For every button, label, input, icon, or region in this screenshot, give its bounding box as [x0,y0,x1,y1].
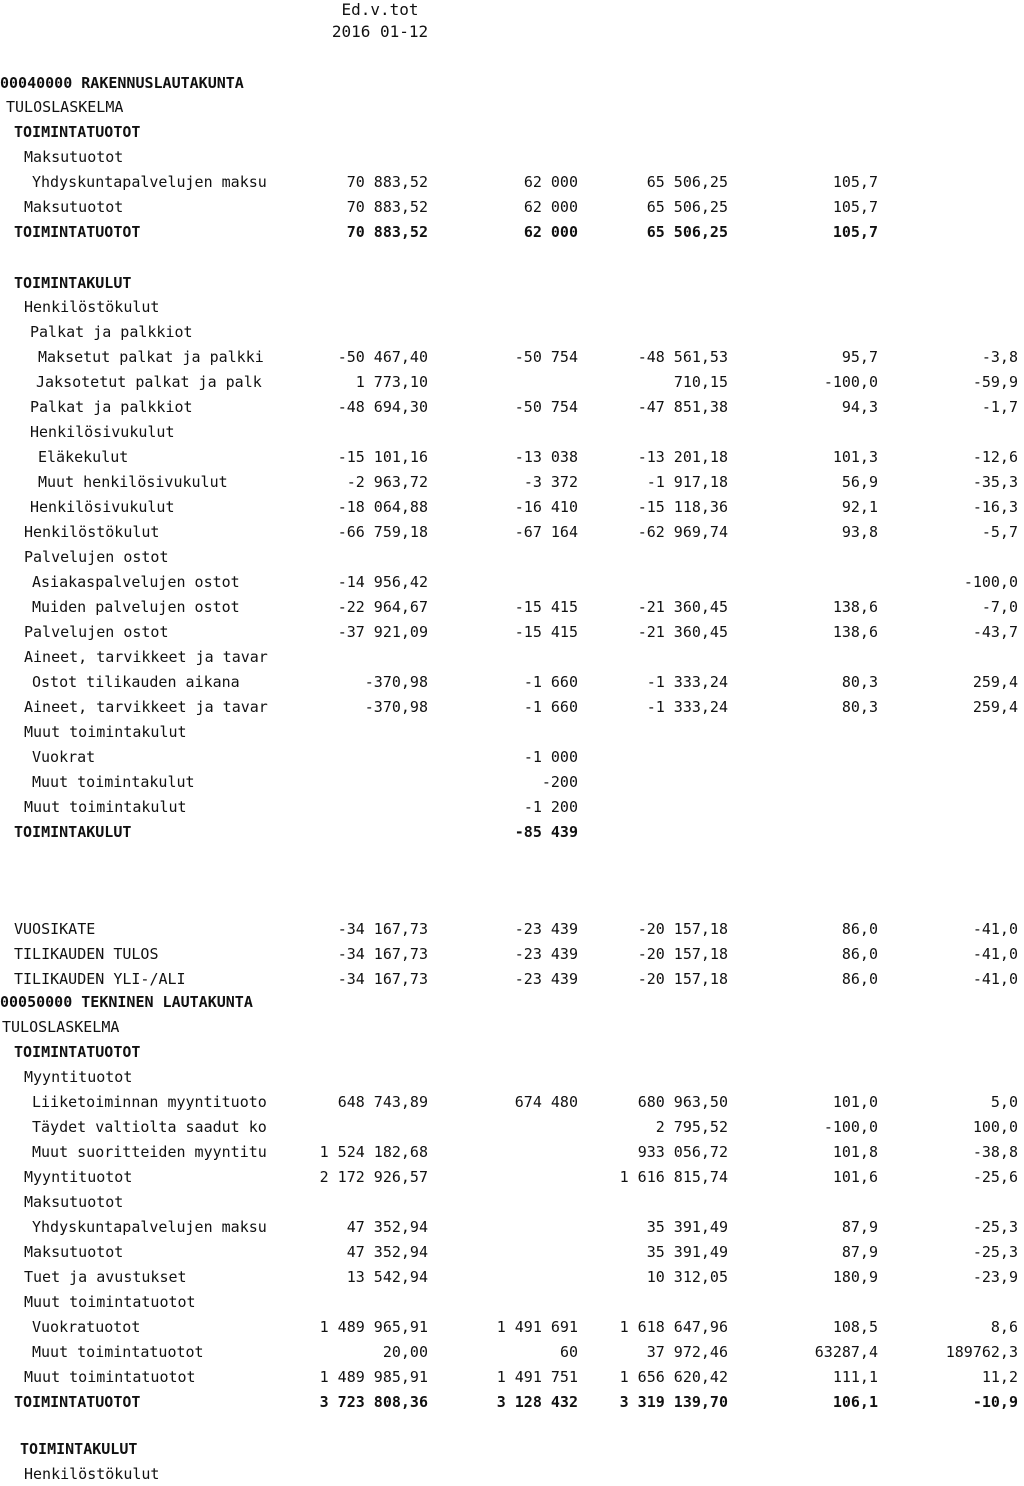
row-label: Palvelujen ostot [24,548,169,566]
value-cell: -34 167,73 [337,920,428,938]
value-cell: -50 754 [514,348,578,366]
value-cell: -48 561,53 [637,348,728,366]
value-cell: -1 660 [523,673,578,691]
table-row [0,1462,1024,1486]
value-cell: 56,9 [841,473,878,491]
value-cell: 2 795,52 [655,1118,728,1136]
table-row [0,120,1024,144]
value-cell: 3 319 139,70 [619,1393,728,1411]
value-cell: -15 118,36 [637,498,728,516]
table-row [0,1140,1024,1164]
value-cell: -13 201,18 [637,448,728,466]
row-label: Muiden palvelujen ostot [32,598,240,616]
value-cell: -1 917,18 [646,473,728,491]
table-row [0,670,1024,694]
row-label: Aineet, tarvikkeet ja tavar [24,648,268,666]
value-cell: -100,0 [963,573,1018,591]
row-label: Maksutuotot [24,198,124,216]
table-row [0,370,1024,394]
table-row [0,1165,1024,1189]
value-cell: 94,3 [841,398,878,416]
row-label: Muut toimintatuotot [32,1343,204,1361]
value-cell: 1 616 815,74 [619,1168,728,1186]
row-label: Vuokratuotot [32,1318,141,1336]
value-cell: 105,7 [832,173,878,191]
row-label: Muut toimintatuotot [24,1293,196,1311]
row-label: Myyntituotot [24,1068,133,1086]
value-cell: -23 439 [514,945,578,963]
value-cell: 180,9 [832,1268,878,1286]
value-cell: -15 101,16 [337,448,428,466]
table-row [0,320,1024,344]
value-cell: -85 439 [514,823,578,841]
value-cell: -37 921,09 [337,623,428,641]
value-cell: 101,3 [832,448,878,466]
row-label: TOIMINTAKULUT [14,823,132,841]
table-row [0,170,1024,194]
value-cell: -25,3 [972,1243,1018,1261]
table-row [0,570,1024,594]
value-cell: -1 200 [523,798,578,816]
table-row [0,420,1024,444]
value-cell: 47 352,94 [346,1218,428,1236]
value-cell: -5,7 [981,523,1018,541]
value-cell: 70 883,52 [346,173,428,191]
value-cell: 35 391,49 [646,1218,728,1236]
value-cell: 648 743,89 [337,1093,428,1111]
value-cell: 1 524 182,68 [319,1143,428,1161]
row-label: 00040000 RAKENNUSLAUTAKUNTA [0,74,244,92]
table-row [0,220,1024,244]
value-cell: -3,8 [981,348,1018,366]
header-period: 2016 01-12 [331,22,429,41]
value-cell: -59,9 [972,373,1018,391]
value-cell: 138,6 [832,623,878,641]
row-label: Henkilöstökulut [24,523,160,541]
value-cell: 105,7 [832,198,878,216]
header-edvtot: Ed.v.tot [341,0,419,19]
value-cell: 80,3 [841,698,878,716]
value-cell: -1,7 [981,398,1018,416]
row-label: Liiketoiminnan myyntituoto [32,1093,267,1111]
row-label: Aineet, tarvikkeet ja tavar [24,698,268,716]
row-label: Yhdyskuntapalvelujen maksu [32,173,267,191]
value-cell: 60 [559,1343,578,1361]
value-cell: 37 972,46 [646,1343,728,1361]
value-cell: -20 157,18 [637,945,728,963]
value-cell: -48 694,30 [337,398,428,416]
value-cell: 93,8 [841,523,878,541]
table-row [0,1065,1024,1089]
row-label: Palvelujen ostot [24,623,169,641]
value-cell: -21 360,45 [637,598,728,616]
value-cell: 11,2 [981,1368,1018,1386]
row-label: Henkilöstökulut [24,298,160,316]
row-label: TOIMINTATUOTOT [14,123,141,141]
value-cell: -50 754 [514,398,578,416]
row-label: TOIMINTAKULUT [14,274,132,292]
value-cell: 3 723 808,36 [319,1393,428,1411]
row-label: Täydet valtiolta saadut ko [32,1118,267,1136]
row-label: Henkilösivukulut [30,423,175,441]
row-label: Muut henkilösivukulut [38,473,228,491]
value-cell: 86,0 [841,945,878,963]
value-cell: 95,7 [841,348,878,366]
value-cell: 5,0 [990,1093,1018,1111]
row-label: Tuet ja avustukset [24,1268,187,1286]
value-cell: 933 056,72 [637,1143,728,1161]
table-row [0,145,1024,169]
table-row [0,271,1024,295]
table-row [0,1215,1024,1239]
value-cell: 65 506,25 [646,198,728,216]
row-label: TULOSLASKELMA [6,98,124,116]
value-cell: -21 360,45 [637,623,728,641]
table-row [0,1090,1024,1114]
value-cell: -100,0 [823,373,878,391]
table-row [0,1190,1024,1214]
value-cell: -3 372 [523,473,578,491]
table-row [0,520,1024,544]
value-cell: 86,0 [841,970,878,988]
table-row [0,71,1024,95]
value-cell: -15 415 [514,598,578,616]
row-label: Henkilösivukulut [30,498,175,516]
value-cell: -2 963,72 [346,473,428,491]
table-row [0,1437,1024,1461]
value-cell: 3 128 432 [496,1393,578,1411]
value-cell: 62 000 [523,198,578,216]
table-row [0,620,1024,644]
table-row [0,770,1024,794]
row-label: Yhdyskuntapalvelujen maksu [32,1218,267,1236]
row-label: Palkat ja palkkiot [30,323,193,341]
value-cell: 1 773,10 [355,373,428,391]
row-label: Eläkekulut [38,448,129,466]
value-cell: -200 [541,773,578,791]
table-row [0,795,1024,819]
value-cell: 1 618 647,96 [619,1318,728,1336]
value-cell: -370,98 [364,673,428,691]
value-cell: -34 167,73 [337,970,428,988]
table-row [0,1240,1024,1264]
table-row [0,395,1024,419]
value-cell: 259,4 [972,698,1018,716]
value-cell: 101,6 [832,1168,878,1186]
row-label: TOIMINTATUOTOT [14,1043,141,1061]
table-row [0,745,1024,769]
row-label: TILIKAUDEN TULOS [14,945,159,963]
value-cell: 86,0 [841,920,878,938]
table-row [0,645,1024,669]
row-label: TOIMINTATUOTOT [14,1393,141,1411]
table-row [0,295,1024,319]
row-label: Jaksotetut palkat ja palk [36,373,262,391]
value-cell: -62 969,74 [637,523,728,541]
row-label: Asiakaspalvelujen ostot [32,573,240,591]
row-label: Myyntituotot [24,1168,133,1186]
value-cell: -22 964,67 [337,598,428,616]
table-row [0,695,1024,719]
value-cell: -67 164 [514,523,578,541]
row-label: Ostot tilikauden aikana [32,673,240,691]
value-cell: -1 333,24 [646,673,728,691]
table-row [0,1115,1024,1139]
table-row [0,1315,1024,1339]
value-cell: 35 391,49 [646,1243,728,1261]
value-cell: -23 439 [514,970,578,988]
value-cell: -12,6 [972,448,1018,466]
value-cell: 2 172 926,57 [319,1168,428,1186]
table-row [0,1290,1024,1314]
value-cell: 1 489 965,91 [319,1318,428,1336]
value-cell: 111,1 [832,1368,878,1386]
row-label: TOIMINTATUOTOT [14,223,141,241]
row-label: Maksutuotot [24,1193,124,1211]
value-cell: 1 491 751 [496,1368,578,1386]
value-cell: 105,7 [832,223,878,241]
table-row [0,1390,1024,1414]
value-cell: -14 956,42 [337,573,428,591]
table-row [0,1365,1024,1389]
row-label: Maksutuotot [24,1243,124,1261]
row-label: Palkat ja palkkiot [30,398,193,416]
value-cell: 80,3 [841,673,878,691]
value-cell: 1 491 691 [496,1318,578,1336]
value-cell: -66 759,18 [337,523,428,541]
value-cell: 189762,3 [945,1343,1018,1361]
row-label: Maksutuotot [24,148,124,166]
table-row [0,445,1024,469]
table-row [0,1040,1024,1064]
row-label: TOIMINTAKULUT [20,1440,138,1458]
value-cell: -41,0 [972,945,1018,963]
value-cell: 65 506,25 [646,173,728,191]
table-row [0,1340,1024,1364]
table-row [0,595,1024,619]
value-cell: 20,00 [382,1343,428,1361]
value-cell: -7,0 [981,598,1018,616]
value-cell: 47 352,94 [346,1243,428,1261]
value-cell: 106,1 [832,1393,878,1411]
table-row [0,917,1024,941]
table-row [0,470,1024,494]
value-cell: 101,8 [832,1143,878,1161]
value-cell: 87,9 [841,1243,878,1261]
table-row [0,1015,1024,1039]
table-row [0,195,1024,219]
value-cell: -16,3 [972,498,1018,516]
value-cell: 680 963,50 [637,1093,728,1111]
value-cell: 101,0 [832,1093,878,1111]
value-cell: -1 000 [523,748,578,766]
value-cell: -34 167,73 [337,945,428,963]
row-label: Muut toimintakulut [24,723,187,741]
value-cell: 65 506,25 [646,223,728,241]
value-cell: -1 660 [523,698,578,716]
value-cell: -10,9 [972,1393,1018,1411]
value-cell: -38,8 [972,1143,1018,1161]
value-cell: -43,7 [972,623,1018,641]
value-cell: -15 415 [514,623,578,641]
value-cell: -1 333,24 [646,698,728,716]
value-cell: 108,5 [832,1318,878,1336]
value-cell: -370,98 [364,698,428,716]
value-cell: -20 157,18 [637,920,728,938]
value-cell: 87,9 [841,1218,878,1236]
value-cell: 259,4 [972,673,1018,691]
value-cell: 710,15 [673,373,728,391]
row-label: Vuokrat [32,748,96,766]
value-cell: -47 851,38 [637,398,728,416]
table-row [0,545,1024,569]
value-cell: -41,0 [972,970,1018,988]
row-label: Maksetut palkat ja palkki [38,348,264,366]
row-label: 00050000 TEKNINEN LAUTAKUNTA [0,993,253,1011]
row-label: Muut toimintatuotot [24,1368,196,1386]
row-label: Henkilöstökulut [24,1465,160,1483]
row-label: Muut toimintakulut [24,798,187,816]
table-row [0,1265,1024,1289]
table-row [0,967,1024,991]
value-cell: 674 480 [514,1093,578,1111]
value-cell: -23 439 [514,920,578,938]
row-label: TILIKAUDEN YLI-/ALI [14,970,186,988]
row-label: TULOSLASKELMA [2,1018,120,1036]
value-cell: -16 410 [514,498,578,516]
value-cell: 10 312,05 [646,1268,728,1286]
value-cell: 70 883,52 [346,198,428,216]
table-row [0,95,1024,119]
value-cell: 62 000 [523,223,578,241]
row-label: Muut suoritteiden myyntitu [32,1143,267,1161]
table-row [0,942,1024,966]
value-cell: -35,3 [972,473,1018,491]
value-cell: 8,6 [990,1318,1018,1336]
table-row [0,495,1024,519]
value-cell: 1 656 620,42 [619,1368,728,1386]
value-cell: 1 489 985,91 [319,1368,428,1386]
value-cell: -25,6 [972,1168,1018,1186]
table-row [0,820,1024,844]
value-cell: -50 467,40 [337,348,428,366]
value-cell: 63287,4 [814,1343,878,1361]
value-cell: 13 542,94 [346,1268,428,1286]
value-cell: -100,0 [823,1118,878,1136]
value-cell: 100,0 [972,1118,1018,1136]
value-cell: -20 157,18 [637,970,728,988]
value-cell: -13 038 [514,448,578,466]
table-row [0,345,1024,369]
table-row [0,720,1024,744]
row-label: VUOSIKATE [14,920,96,938]
value-cell: 92,1 [841,498,878,516]
row-label: Muut toimintakulut [32,773,195,791]
value-cell: -18 064,88 [337,498,428,516]
value-cell: 138,6 [832,598,878,616]
value-cell: -25,3 [972,1218,1018,1236]
value-cell: -41,0 [972,920,1018,938]
table-row [0,990,1024,1014]
value-cell: 70 883,52 [346,223,428,241]
value-cell: 62 000 [523,173,578,191]
value-cell: -23,9 [972,1268,1018,1286]
